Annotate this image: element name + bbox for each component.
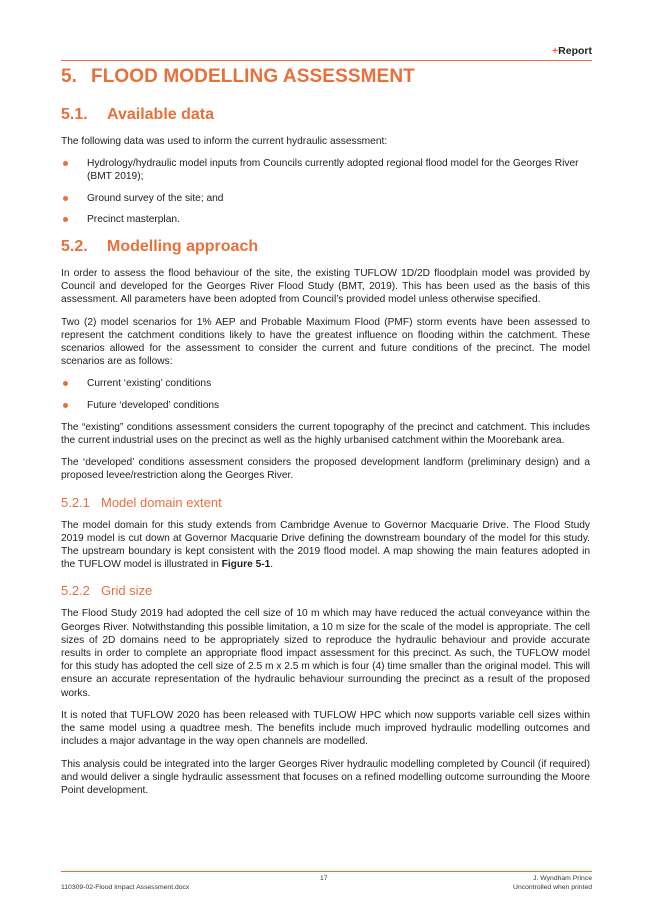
- bullet-icon: [63, 196, 68, 201]
- grid-size-paragraph: The Flood Study 2019 had adopted the cell size of 10 m which may have reduced the actual conveyance within the Georges River. Notwithstanding this possible limitation, a 10 m size for the scale of the model is appropriate. The cell sizes of 2D domains need to be appropriately sized to reproduce the hydraulic behaviour and provide accurate results in order to complete an appropriate flood impact assessment for this precinct. As such, the TUFLOW model for this study has adopted the cell size of 2.5 m x 2.5 m which is four (4) time smaller than the original model. This will ensure an accurate representation of the hydraulic behaviour surrounding the precinct as a result of the proposed works.: [61, 608, 590, 699]
- domain-extent-heading: [61, 495, 590, 510]
- grid-size-paragraph: It is noted that TUFLOW 2020 has been released with TUFLOW HPC which now supports variable cell sizes within the same model using a quadtree mesh. The benefits include much improved hydraulic modelling outcomes and includes a major advantage in the way open channels are modelled.: [61, 709, 590, 748]
- list-item-text: Future ‘developed’ conditions: [87, 399, 220, 411]
- list-item: [61, 399, 590, 412]
- domain-extent-end: .: [270, 559, 274, 571]
- footer-notice: Uncontrolled when printed: [513, 884, 592, 891]
- available-data-title: Available data: [107, 106, 215, 123]
- list-item: [61, 213, 590, 226]
- section-title-text: FLOOD MODELLING ASSESSMENT: [91, 66, 415, 87]
- modelling-paragraph: The “existing” conditions assessment considers the current topography of the precinct and catchment. This includes the current industrial uses on the precinct as well as the highly urbanised catchment within the Moorebank area.: [61, 421, 590, 447]
- footer-rule: [61, 871, 592, 872]
- list-item-text: Hydrology/hydraulic model inputs from Councils currently adopted regional flood model for the Georges River (BMT 2019);: [87, 158, 579, 183]
- figure-reference: Figure 5-1: [221, 559, 271, 571]
- bullet-icon: [63, 403, 68, 408]
- list-item-text: Precinct masterplan.: [87, 213, 180, 225]
- header-plus: +: [552, 45, 559, 57]
- available-data-list: [61, 157, 590, 226]
- available-data-heading: [61, 106, 590, 124]
- footer-company: J. Wyndham Prince: [533, 875, 592, 882]
- modelling-paragraph: In order to assess the flood behaviour of the site, the existing TUFLOW 1D/2D floodplain model was provided by Council and developed for the Georges River Flood Study (BMT, 2019). This has been used as the basis of this assessment. All parameters have been adopted from Council’s provided model unless otherwise specified.: [61, 268, 590, 306]
- grid-size-paragraph: This analysis could be integrated into the larger Georges River hydraulic modelling completed by Council (if required) and would deliver a single hydraulic assessment that focuses on a refined modelling outcome surrounding the Moore Point development.: [61, 758, 590, 796]
- modelling-approach-heading: [61, 238, 590, 256]
- list-item: [61, 377, 590, 390]
- section-number: 5.: [61, 66, 78, 87]
- page-content: [61, 66, 590, 797]
- domain-extent-paragraph: [61, 519, 590, 572]
- scenario-list: [61, 377, 590, 411]
- footer-page-number: 17: [320, 875, 328, 882]
- list-item-text: Ground survey of the site; and: [87, 192, 224, 204]
- header-rule: [61, 60, 592, 61]
- grid-size-heading: [61, 583, 590, 598]
- bullet-icon: [63, 161, 68, 166]
- bullet-icon: [63, 381, 68, 386]
- domain-extent-number: 5.2.1: [61, 494, 90, 510]
- modelling-approach-title: Modelling approach: [107, 238, 259, 256]
- list-item-text: Current ‘existing’ conditions: [87, 378, 212, 390]
- domain-extent-title: Model domain extent: [101, 494, 222, 510]
- available-data-number: 5.1.: [61, 106, 88, 123]
- modelling-paragraph: The ‘developed’ conditions assessment considers the proposed development landform (preliminary design) and a proposed levee/restriction along the Georges River.: [61, 457, 590, 482]
- grid-size-number: 5.2.2: [61, 583, 90, 599]
- list-item: [61, 192, 590, 205]
- report-header: [552, 45, 592, 57]
- list-item: [61, 157, 590, 183]
- footer-document-name: 110309-02-Flood Impact Assessment.docx: [61, 884, 190, 891]
- available-data-intro: The following data was used to inform the current hydraulic assessment:: [61, 136, 388, 147]
- domain-extent-text: The model domain for this study extends from Cambridge Avenue to Governor Macquarie Drive. The Flood Study 2019 model is cut down at Governor Macquarie Drive defining the downstream boundary of the model for this study. The upstream boundary is kept consistent with the 2019 flood model. A map showing the main features adopted in the TUFLOW model is illustrated in: [61, 519, 590, 571]
- modelling-approach-number: 5.2.: [61, 238, 88, 256]
- modelling-paragraph: Two (2) model scenarios for 1% AEP and Probable Maximum Flood (PMF) storm events have been assessed to represent the catchment conditions likely to have the greatest influence on flooding within the catchment. These scenarios allowed for the assessment to consider the current and future conditions of the precinct. The model scenarios are as follows:: [61, 316, 590, 368]
- bullet-icon: [63, 217, 68, 222]
- section-title: [61, 66, 590, 88]
- grid-size-title: Grid size: [101, 583, 153, 599]
- header-label: Report: [558, 45, 592, 57]
